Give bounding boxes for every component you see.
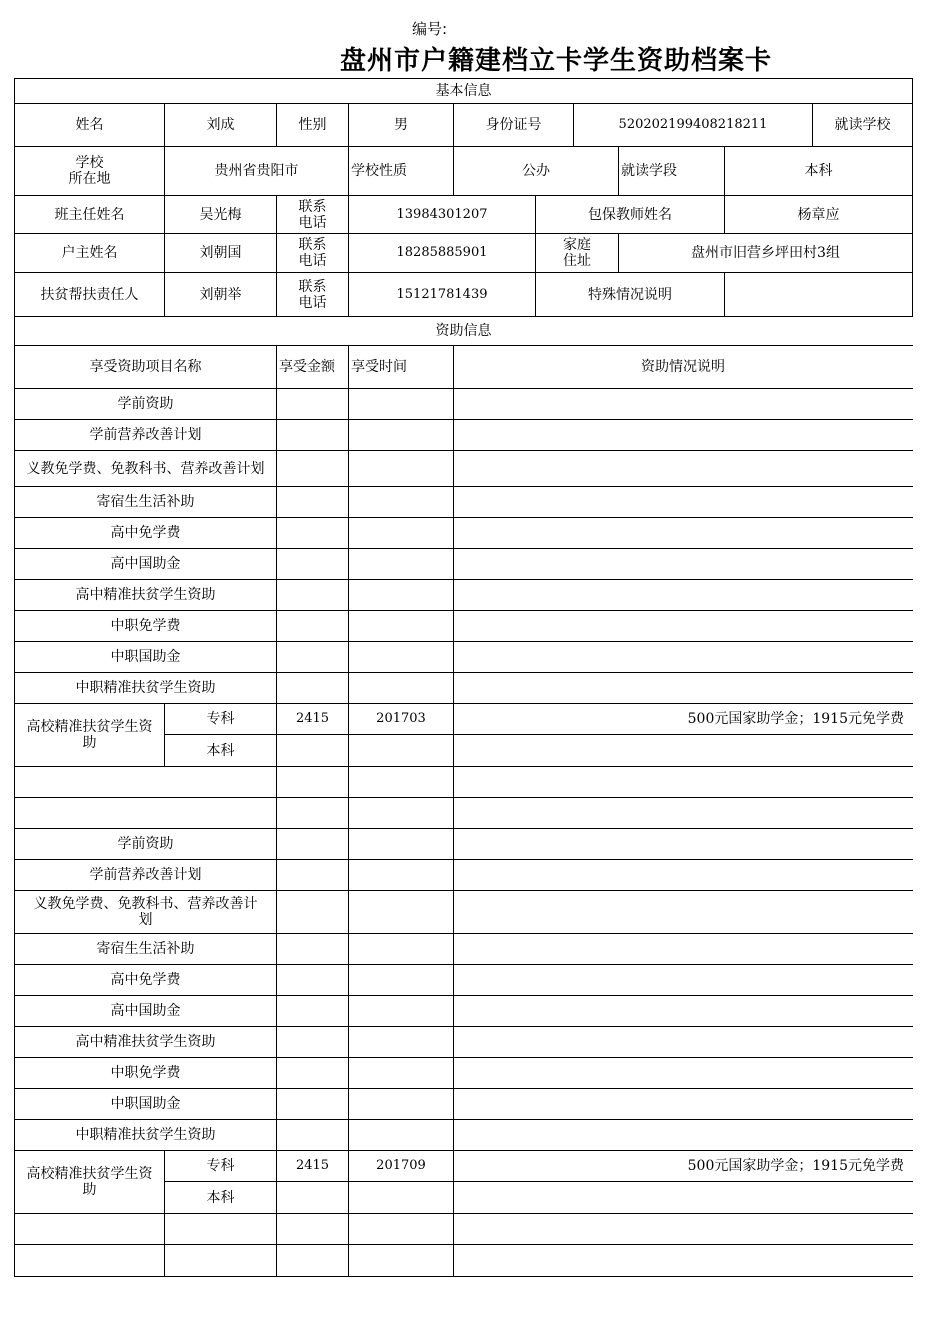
grid-line [14, 1244, 913, 1245]
grid-line [453, 388, 454, 704]
page-title: 盘州市户籍建档立卡学生资助档案卡 [340, 46, 773, 76]
id-value: 520202199408218211 [618, 117, 768, 132]
householder-phone-value: 18285885901 [396, 245, 488, 260]
aid-item-amount [277, 1058, 348, 1088]
aid-item-amount [277, 965, 348, 995]
aid-item-amount [277, 420, 348, 450]
grid-line [453, 828, 454, 1151]
householder-label: 户主姓名 [61, 245, 118, 261]
college-amount: 2415 [295, 1158, 330, 1173]
gender-value: 男 [394, 117, 408, 133]
aid-item-label: 中职精准扶贫学生资助 [75, 1127, 216, 1143]
grid-line [14, 797, 913, 798]
address-label: 家庭 住址 [563, 237, 591, 269]
special-label: 特殊情况说明 [588, 286, 672, 303]
aid-item-label: 高中国助金 [110, 1003, 181, 1019]
teacher-phone-value: 13984301207 [396, 206, 488, 222]
aid-item-label: 中职免学费 [110, 618, 181, 634]
aid-item-amount [277, 611, 348, 641]
aid-item-amount [277, 1089, 348, 1119]
college-level: 专科 [206, 1158, 235, 1174]
aid-item-label: 义教免学费、免教科书、营养改善计 划 [33, 896, 258, 928]
aid-item-label: 学前营养改善计划 [89, 867, 202, 883]
aid-item-amount [277, 1120, 348, 1150]
grid-line [164, 1213, 165, 1277]
mentor-label: 包保教师姓名 [588, 206, 672, 223]
aid-item-label: 高中国助金 [110, 556, 181, 572]
college-time: 201703 [376, 711, 426, 726]
aid-item-label: 高中精准扶贫学生资助 [75, 1034, 216, 1050]
serial-number-label: 编号: [412, 20, 448, 38]
college-amount: 2415 [295, 711, 330, 726]
aid-item-amount [277, 860, 348, 890]
school-type-value: 公办 [522, 163, 550, 179]
aid-item-amount [277, 487, 348, 517]
grid-line [14, 766, 913, 767]
aid-item-label: 中职国助金 [110, 649, 181, 665]
section-title-aid: 资助信息 [435, 323, 492, 339]
college-aid-label: 高校精准扶贫学生资 助 [26, 1166, 153, 1198]
aid-item-label: 学前资助 [117, 396, 174, 412]
helper-phone-value: 15121781439 [396, 286, 488, 302]
aid-item-amount [277, 389, 348, 419]
aid-item-amount [277, 642, 348, 672]
name-label: 姓名 [75, 117, 104, 133]
grid-line [276, 766, 277, 829]
helper-phone-label: 联系 电话 [298, 278, 327, 311]
college-level: 本科 [206, 742, 235, 759]
aid-item-amount [277, 1027, 348, 1057]
grid-line [14, 1213, 913, 1214]
school-label: 就读学校 [834, 117, 891, 133]
aid-item-amount [277, 891, 348, 933]
college-time [349, 735, 453, 766]
aid-item-amount [277, 673, 348, 703]
stage-label: 就读学段 [621, 163, 677, 179]
teacher-value: 吴光梅 [199, 206, 242, 223]
teacher-phone-label: 联系 电话 [298, 198, 327, 231]
column-header-time: 享受时间 [351, 359, 407, 375]
aid-item-label: 义教免学费、免教科书、营养改善计划 [26, 460, 265, 477]
aid-item-label: 寄宿生生活补助 [96, 494, 195, 510]
school-location-label: 学校 所在地 [68, 155, 111, 187]
aid-item-label: 学前营养改善计划 [89, 427, 202, 443]
column-header-amount: 享受金额 [279, 359, 335, 375]
college-level: 本科 [206, 1189, 235, 1206]
column-header-item: 享受资助项目名称 [89, 359, 202, 375]
college-description [454, 1182, 912, 1213]
school-location-value: 贵州省贵阳市 [214, 163, 299, 179]
college-time: 201709 [376, 1158, 426, 1173]
grid-line [348, 1213, 349, 1277]
mentor-value: 杨章应 [797, 206, 840, 223]
helper-label: 扶贫帮扶责任人 [40, 286, 139, 303]
aid-item-label: 高中免学费 [110, 525, 181, 541]
college-aid-label: 高校精准扶贫学生资 助 [26, 719, 153, 751]
stage-value: 本科 [804, 163, 833, 179]
aid-item-label: 高中免学费 [110, 972, 181, 988]
college-description: 500元国家助学金；1915元免学费 [687, 711, 904, 727]
teacher-label: 班主任姓名 [54, 206, 125, 223]
college-level: 专科 [206, 711, 235, 727]
grid-line [348, 388, 349, 704]
aid-item-label: 中职免学费 [110, 1065, 181, 1081]
aid-item-amount [277, 934, 348, 964]
grid-line [276, 1213, 277, 1277]
column-header-description: 资助情况说明 [641, 359, 725, 375]
college-description [454, 735, 912, 766]
aid-item-label: 中职精准扶贫学生资助 [75, 680, 216, 696]
grid-line [348, 766, 349, 829]
aid-item-amount [277, 580, 348, 610]
section-title-basic: 基本信息 [435, 83, 492, 99]
special-value [725, 273, 912, 316]
grid-line [453, 1213, 454, 1277]
aid-item-label: 中职国助金 [110, 1096, 181, 1112]
aid-item-label: 高中精准扶贫学生资助 [75, 587, 216, 603]
aid-item-amount [277, 996, 348, 1026]
college-amount [277, 735, 348, 766]
aid-item-amount [277, 829, 348, 859]
college-amount [277, 1182, 348, 1213]
address-value: 盘州市旧营乡坪田村3组 [691, 245, 840, 261]
aid-item-label: 寄宿生生活补助 [96, 941, 195, 957]
grid-line [453, 766, 454, 829]
aid-item-label: 学前资助 [117, 836, 174, 852]
householder-value: 刘朝国 [199, 245, 242, 261]
name-value: 刘成 [206, 117, 235, 133]
gender-label: 性别 [298, 117, 327, 133]
grid-line [14, 1276, 913, 1277]
aid-item-amount [277, 451, 348, 486]
helper-value: 刘朝举 [199, 286, 242, 303]
college-description: 500元国家助学金；1915元免学费 [687, 1158, 904, 1174]
id-label: 身份证号 [485, 117, 542, 133]
householder-phone-label: 联系 电话 [298, 237, 327, 269]
grid-line [912, 78, 913, 317]
grid-line [348, 828, 349, 1151]
aid-item-amount [277, 549, 348, 579]
school-type-label: 学校性质 [351, 163, 407, 179]
college-time [349, 1182, 453, 1213]
aid-item-amount [277, 518, 348, 548]
